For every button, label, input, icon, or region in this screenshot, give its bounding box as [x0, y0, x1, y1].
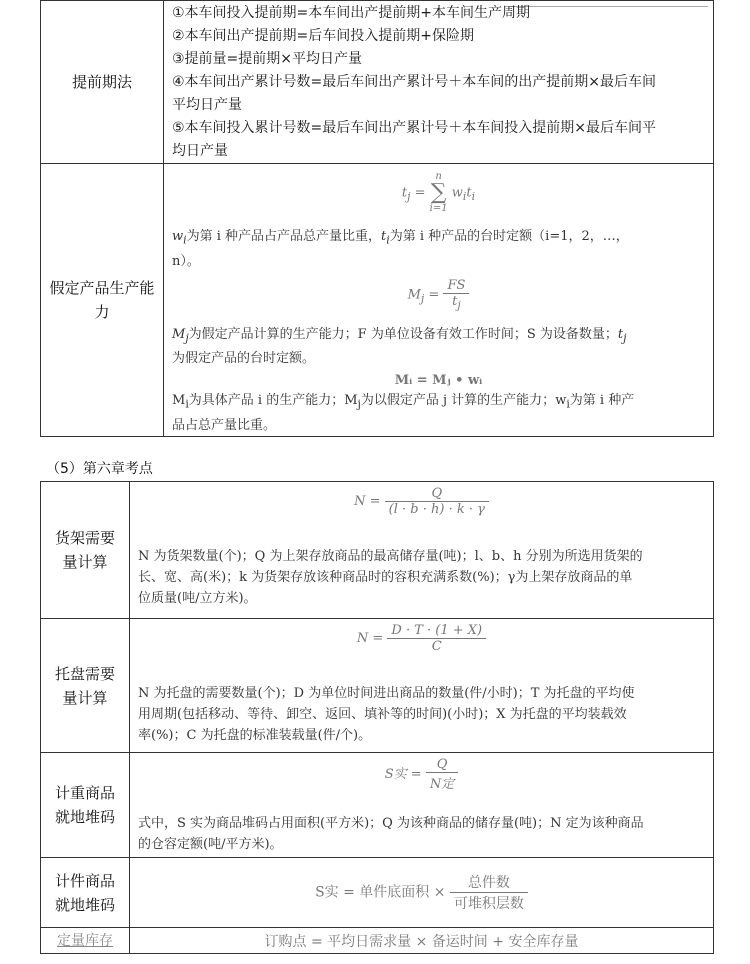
rule-line: ②本车间出产提前期=后车间投入提前期+保险期: [172, 27, 475, 44]
note-weights: $w_i$为第 i 种产品占产品总产量比重，$t_i$为第 i 种产品的台时定额（i=1，2，…， n）。: [172, 229, 629, 269]
note-shelf: N 为货架数量(个)；Q 为上架存放商品的最高储存量(吨)；l、b、h 分别为所选用货架的 长、宽、高(米)；k 为货架存放该种商品时的容积充满系数(%)；γ为上架存放商品的单 位质量(吨/立方米)。: [138, 549, 643, 606]
section-title: （5）第六章考点: [46, 461, 153, 477]
row-label: 托盘需要: [54, 664, 115, 683]
pallet-cell: [130, 619, 714, 753]
note-pallet: N 为托盘的需要数量(个)；D 为单位时间进出商品的数量(件/小时)；T 为托盘的平均使 用周期(包括移动、等待、卸空、返回、填补等的时间)(小时)；X 为托盘的平均装载效 率(%)；C 为托盘的标准装载量(件/个)。: [138, 686, 635, 743]
row-label: 假定产品生产能: [49, 279, 155, 297]
formula-weight-stack: S实 = $\frac{Q}{\text{N定}}$: [130, 757, 713, 807]
rule-line: ⑤本车间投入累计号数=最后车间出产累计号＋本车间投入提前期×最后车间平: [172, 119, 657, 136]
row-label: 计重商品: [54, 784, 115, 802]
label-cell: [41, 858, 130, 928]
formula-shelf: N = $\frac{Q}{(l \cdot b \cdot h) \cdot k \cdot \gamma}$: [130, 486, 713, 538]
note-weight-stack: 式中，S 实为商品堆码占用面积(平方米)；Q 为该种商品的储存量(吨)；N 定为该种商品 的仓容定额(吨/平方米)。: [138, 816, 644, 852]
row-label: 量计算: [62, 553, 108, 571]
row-label: 货架需要: [54, 529, 115, 547]
formula-mi: Mᵢ = Mⱼ • wᵢ: [394, 373, 483, 389]
sigma-icon: ∑: [430, 180, 447, 205]
row-label: 就地堆码: [54, 895, 115, 914]
row-label: 量计算: [62, 688, 108, 707]
rules-cell: [164, 1, 714, 164]
bottom-table: [40, 481, 714, 954]
rule-line: ④本车间出产累计号数=最后车间出产累计号＋本车间的出产提前期×最后车间: [172, 73, 657, 90]
label-cell: [41, 928, 130, 954]
label-cell: [41, 482, 130, 619]
note-mi: $M_i$为具体产品 i 的生产能力；$M_j$为以假定产品 j 计算的生产能力；$w_i$为第 i 种产 品占总产量比重。: [172, 393, 635, 433]
label-cell: [41, 619, 130, 753]
note-mj: $M_j$为假定产品计算的生产能力；F 为单位设备有效工作时间；S 为设备数量；$t_j$ 为假定产品的台时定额。: [172, 326, 627, 367]
weight-stack-cell: [130, 753, 714, 858]
row-label: 力: [94, 303, 110, 321]
rule-line: ③提前量=提前期×平均日产量: [172, 50, 363, 67]
label-cell: [41, 753, 130, 858]
capacity-cell: [164, 164, 714, 437]
row-label: 就地堆码: [54, 808, 115, 826]
reorder-cell: [130, 928, 714, 954]
piece-stack-cell: [130, 858, 714, 928]
row-label: 计件商品: [54, 871, 115, 890]
formula-piece-stack: S实 = 单件底面积 × $\frac{\text{总件数}}{\text{可堆积层数}}$: [130, 872, 713, 913]
formula-pallet: N = $\frac{D \cdot T \cdot (1 + X)}{C}$: [130, 623, 713, 675]
fixed-inventory-link[interactable]: 定量库存: [57, 933, 113, 949]
formula-reorder: 订购点 = 平均日需求量 × 备运时间 + 安全库存量: [264, 933, 579, 950]
top-table: [40, 0, 714, 437]
shelf-cell: [130, 482, 714, 619]
row-label: 提前期法: [71, 73, 132, 91]
rule-line: 平均日产量: [172, 96, 242, 113]
rule-line: 均日产量: [172, 142, 228, 159]
formula-mj: $M_j$ = $\frac{FS}{t_j}$: [164, 278, 713, 324]
label-cell: [41, 1, 164, 164]
label-cell: [41, 164, 164, 437]
rule-line: ①本车间投入提前期=本车间出产提前期+本车间生产周期: [172, 4, 531, 21]
formula-tj: $t_j$ = n ∑ i=1 $w_it_i$: [401, 171, 476, 214]
